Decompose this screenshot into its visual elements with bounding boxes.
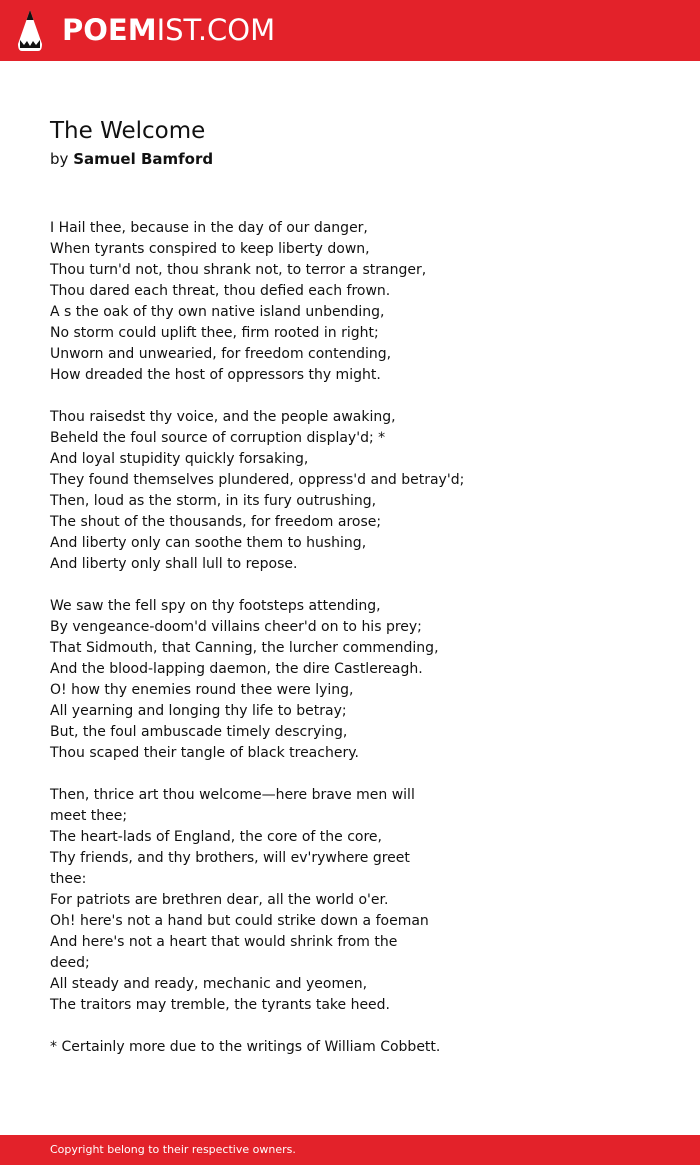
poem-line: For patriots are brethren dear, all the world o'er. bbox=[50, 892, 389, 908]
poem-content bbox=[50, 116, 670, 1058]
poem-line: The traitors may tremble, the tyrants take heed. bbox=[50, 997, 391, 1013]
poem-line: Oh! here's not a hand but could strike down a foeman bbox=[50, 913, 429, 929]
byline-prefix: by bbox=[50, 150, 69, 168]
poem-line: Unworn and unwearied, for freedom contending, bbox=[50, 346, 392, 362]
poem-line: By vengeance-doom'd villains cheer'd on to his prey; bbox=[50, 619, 422, 635]
poem-line: That Sidmouth, that Canning, the lurcher commending, bbox=[50, 640, 439, 656]
poem-line: And liberty only can soothe them to hushing, bbox=[50, 535, 367, 551]
poem-line: deed; bbox=[50, 955, 90, 971]
poem-author: Samuel Bamford bbox=[73, 150, 214, 168]
poem-line: thee: bbox=[50, 871, 87, 887]
poem-line: We saw the fell spy on thy footsteps attending, bbox=[50, 598, 381, 614]
pencil-tip-icon bbox=[18, 10, 42, 51]
poem-footnote: * Certainly more due to the writings of William Cobbett. bbox=[50, 1039, 441, 1055]
poem-line: And here's not a heart that would shrink from the bbox=[50, 934, 398, 950]
site-footer bbox=[0, 1135, 700, 1165]
poem-line: How dreaded the host of oppressors thy might. bbox=[50, 367, 381, 383]
poem-line: meet thee; bbox=[50, 808, 128, 824]
site-header bbox=[0, 0, 700, 61]
poem-line: When tyrants conspired to keep liberty down, bbox=[50, 241, 370, 257]
poem-line: And loyal stupidity quickly forsaking, bbox=[50, 451, 309, 467]
poem-line: Beheld the foul source of corruption display'd; * bbox=[50, 430, 386, 446]
poem-stanza bbox=[50, 407, 670, 575]
poem-line: They found themselves plundered, oppress'd and betray'd; bbox=[50, 472, 465, 488]
poem-line: O! how thy enemies round thee were lying, bbox=[50, 682, 354, 698]
poem-line: All yearning and longing thy life to betray; bbox=[50, 703, 347, 719]
poem-line: Then, thrice art thou welcome—here brave men will bbox=[50, 787, 415, 803]
site-logo-text[interactable] bbox=[62, 13, 275, 47]
poem-title: The Welcome bbox=[50, 118, 206, 144]
brand-bold-text: POEM bbox=[62, 13, 157, 47]
poem-line: The heart-lads of England, the core of the core, bbox=[50, 829, 382, 845]
poem-line: Thy friends, and thy brothers, will ev'rywhere greet bbox=[50, 850, 410, 866]
poem-line: But, the foul ambuscade timely descrying, bbox=[50, 724, 348, 740]
poem-line: A s the oak of thy own native island unbending, bbox=[50, 304, 385, 320]
poem-line: No storm could uplift thee, firm rooted in right; bbox=[50, 325, 379, 341]
poem-body bbox=[50, 218, 670, 1058]
poem-line: I Hail thee, because in the day of our danger, bbox=[50, 220, 368, 236]
poem-line: And liberty only shall lull to repose. bbox=[50, 556, 298, 572]
poem-line: Thou raisedst thy voice, and the people awaking, bbox=[50, 409, 396, 425]
brand-light-text: IST.COM bbox=[156, 13, 276, 47]
poem-line: Thou turn'd not, thou shrank not, to terror a stranger, bbox=[50, 262, 427, 278]
poem-line: Then, loud as the storm, in its fury outrushing, bbox=[50, 493, 377, 509]
poem-byline bbox=[50, 148, 670, 170]
poem-line: Thou dared each threat, thou defied each frown. bbox=[50, 283, 391, 299]
poem-line: All steady and ready, mechanic and yeomen, bbox=[50, 976, 368, 992]
poem-stanza bbox=[50, 596, 670, 764]
poem-stanza bbox=[50, 785, 670, 1016]
poem-line: And the blood-lapping daemon, the dire Castlereagh. bbox=[50, 661, 423, 677]
poem-stanza bbox=[50, 218, 670, 386]
poem-line: Thou scaped their tangle of black treachery. bbox=[50, 745, 359, 761]
poem-line: The shout of the thousands, for freedom arose; bbox=[50, 514, 382, 530]
copyright-text: Copyright belong to their respective owners. bbox=[50, 1143, 296, 1156]
